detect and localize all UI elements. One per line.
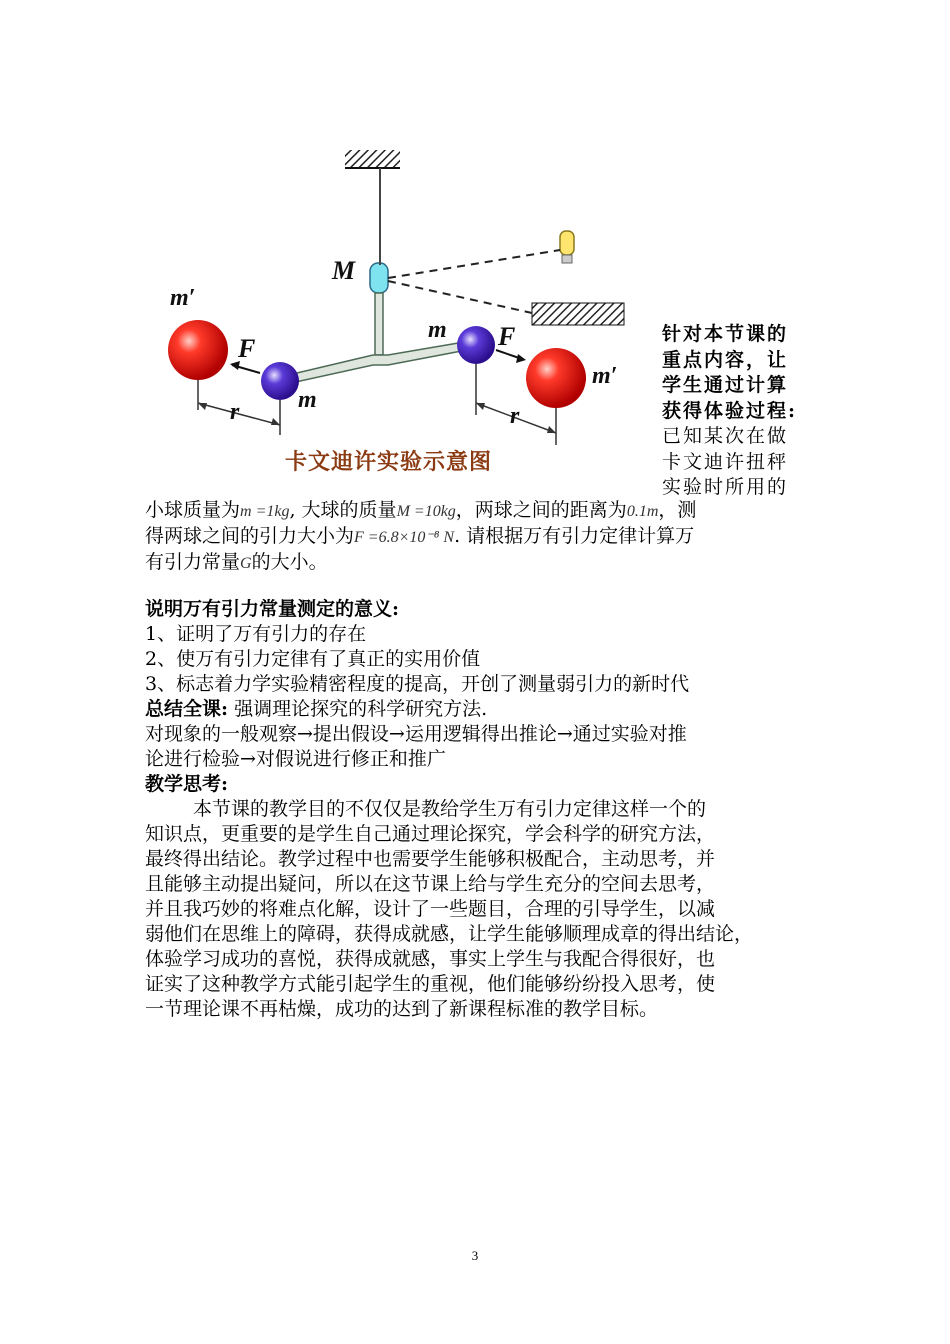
cavendish-diagram	[160, 145, 650, 490]
label-m-left: m	[298, 387, 317, 413]
reflection-line: 且能够主动提出疑问，所以在这节课上给与学生充分的空间去思考，	[145, 873, 716, 895]
problem-text	[145, 498, 817, 576]
reflection-heading: 教学思考:	[145, 773, 229, 795]
big-ball-right	[526, 348, 586, 408]
reflection-line: 体验学习成功的喜悦，获得成就感，事实上学生与我配合得很好，也	[145, 948, 716, 970]
summary-heading-line: 总结全课: 强调理论探究的科学研究方法.	[145, 698, 488, 720]
significance-section	[145, 597, 817, 1022]
side-text	[662, 322, 812, 501]
reflection-line: 一节理论课不再枯燥，成功的达到了新课程标准的教学目标。	[145, 998, 659, 1020]
cavendish-figure	[160, 145, 650, 490]
summary-line: 对现象的一般观察→提出假设→运用逻辑得出推论→通过实验对推	[145, 723, 687, 745]
significance-item: 3、标志着力学实验精密程度的提高，开创了测量弱引力的新时代	[145, 673, 690, 695]
ceiling-mount	[345, 150, 400, 168]
side-line: 已知某次在做	[662, 425, 789, 447]
reflection-line: 知识点，更重要的是学生自己通过理论探究，学会科学的研究方法，	[145, 823, 716, 845]
problem-line-1: 小球质量为m =1kg, 大球的质量M =10kg，两球之间的距离为0.1m，测	[145, 499, 697, 521]
scale	[532, 303, 624, 325]
side-bold-line: 获得体验过程:	[662, 399, 798, 422]
small-ball-right	[457, 326, 495, 364]
label-r-right: r	[510, 403, 520, 429]
reflection-line: 并且我巧妙的将难点化解，设计了一些题目，合理的引导学生，以减	[145, 898, 716, 920]
side-bold-line: 学生通过计算	[662, 374, 789, 396]
light-source	[560, 231, 574, 255]
problem-line-3: 有引力常量G的大小。	[145, 551, 328, 573]
side-line: 实验时所用的	[662, 476, 789, 498]
figure-caption: 卡文迪许实验示意图	[285, 450, 493, 475]
big-ball-left	[168, 320, 228, 380]
problem-line-2: 得两球之间的引力大小为F =6.8×10⁻⁸ N. 请根据万有引力定律计算万	[145, 525, 695, 547]
reflection-line: 弱他们在思维上的障碍，获得成就感，让学生能够顺理成章的得出结论，	[145, 923, 754, 945]
side-line: 卡文迪许扭秤	[662, 450, 789, 473]
label-m-prime-left: m′	[170, 285, 196, 311]
label-m-prime-right: m′	[592, 363, 618, 389]
label-M: M	[332, 256, 356, 285]
reflection-line: 最终得出结论。教学过程中也需要学生能够积极配合，主动思考，并	[145, 848, 716, 870]
page-number: 3	[471, 1248, 479, 1263]
small-ball-left	[261, 362, 299, 400]
reflection-line: 本节课的教学目的不仅仅是教给学生万有引力定律这样一个的	[193, 798, 707, 820]
label-m-right: m	[428, 317, 447, 343]
side-bold-line: 针对本节课的	[662, 323, 789, 345]
label-F-right: F	[498, 322, 516, 351]
side-bold-line: 重点内容，让	[662, 348, 789, 371]
significance-item: 1、证明了万有引力的存在	[145, 623, 367, 645]
label-F-left: F	[238, 334, 256, 363]
mirror	[370, 263, 388, 293]
significance-heading: 说明万有引力常量测定的意义:	[145, 598, 400, 620]
reflection-line: 证实了这种教学方式能引起学生的重视，他们能够纷纷投入思考，使	[145, 973, 716, 995]
label-r-left: r	[230, 399, 240, 425]
summary-line: 论进行检验→对假说进行修正和推广	[145, 748, 446, 770]
significance-item: 2、使万有引力定律有了真正的实用价值	[145, 648, 481, 670]
